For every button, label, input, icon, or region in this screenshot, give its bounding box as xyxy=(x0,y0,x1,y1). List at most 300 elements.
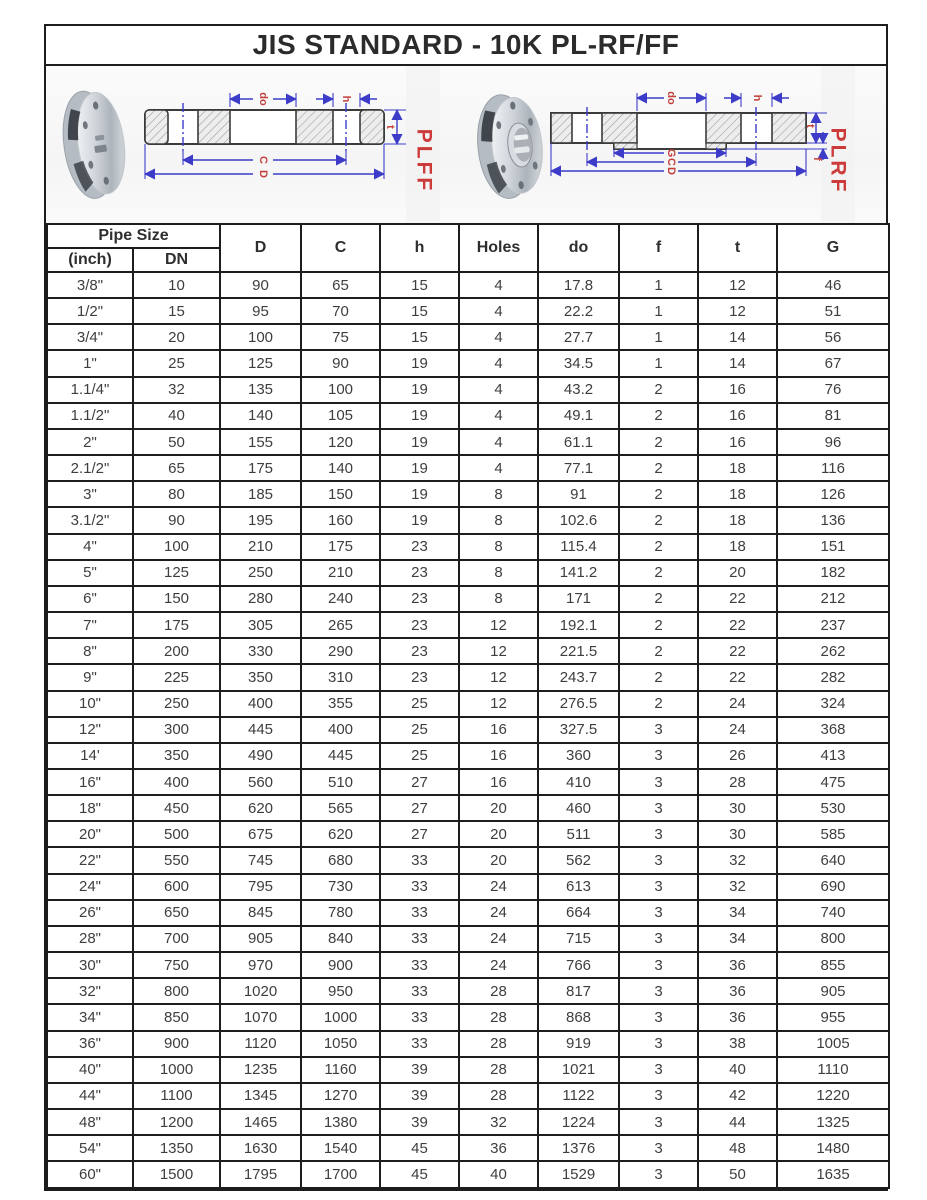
table-cell: 135 xyxy=(220,377,301,403)
table-cell: 2" xyxy=(47,429,133,455)
table-cell: 24 xyxy=(459,900,538,926)
table-cell: 33 xyxy=(380,952,459,978)
table-cell: 18 xyxy=(698,534,777,560)
table-cell: 1795 xyxy=(220,1161,301,1188)
table-cell: 650 xyxy=(133,900,220,926)
table-cell: 4 xyxy=(459,324,538,350)
table-cell: 43.2 xyxy=(538,377,619,403)
table-row xyxy=(47,298,889,324)
table-cell: 3 xyxy=(619,795,698,821)
dim-label-do: do xyxy=(665,91,677,105)
table-cell: 65 xyxy=(301,272,380,298)
table-cell: 212 xyxy=(777,586,889,612)
table-cell: 310 xyxy=(301,664,380,690)
table-header xyxy=(47,224,889,272)
table-cell: 1345 xyxy=(220,1083,301,1109)
table-cell: 550 xyxy=(133,847,220,873)
header-h: h xyxy=(380,224,459,272)
table-cell: 91 xyxy=(538,481,619,507)
table-cell: 6" xyxy=(47,586,133,612)
table-cell: 19 xyxy=(380,403,459,429)
table-row xyxy=(47,1031,889,1057)
table-cell: 28 xyxy=(459,1031,538,1057)
table-cell: 919 xyxy=(538,1031,619,1057)
table-row xyxy=(47,586,889,612)
table-cell: 23 xyxy=(380,534,459,560)
table-cell: 16 xyxy=(698,429,777,455)
table-cell: 1480 xyxy=(777,1135,889,1161)
table-cell: 81 xyxy=(777,403,889,429)
table-cell: 20 xyxy=(459,847,538,873)
table-cell: 1235 xyxy=(220,1057,301,1083)
plff-type-label: PLFF xyxy=(412,128,436,194)
table-cell: 12 xyxy=(459,691,538,717)
table-cell: 19 xyxy=(380,507,459,533)
table-cell: 360 xyxy=(538,743,619,769)
table-cell: 950 xyxy=(301,978,380,1004)
table-cell: 20 xyxy=(459,795,538,821)
dim-label-t: t xyxy=(804,124,816,128)
table-cell: 39 xyxy=(380,1083,459,1109)
table-row xyxy=(47,350,889,376)
table-row xyxy=(47,507,889,533)
table-cell: 1220 xyxy=(777,1083,889,1109)
table-cell: 1.1/2" xyxy=(47,403,133,429)
table-cell: 12 xyxy=(698,272,777,298)
table-cell: 22 xyxy=(698,586,777,612)
table-row xyxy=(47,534,889,560)
table-cell: 18 xyxy=(698,455,777,481)
table-row xyxy=(47,324,889,350)
table-cell: 2 xyxy=(619,586,698,612)
table-cell: 90 xyxy=(133,507,220,533)
table-cell: 8" xyxy=(47,638,133,664)
table-cell: 327.5 xyxy=(538,717,619,743)
table-row xyxy=(47,455,889,481)
table-cell: 60" xyxy=(47,1161,133,1188)
table-cell: 175 xyxy=(301,534,380,560)
table-cell: 970 xyxy=(220,952,301,978)
table-cell: 28 xyxy=(698,769,777,795)
table-cell: 2 xyxy=(619,534,698,560)
table-cell: 511 xyxy=(538,821,619,847)
table-cell: 282 xyxy=(777,664,889,690)
table-cell: 740 xyxy=(777,900,889,926)
header-do: do xyxy=(538,224,619,272)
table-cell: 80 xyxy=(133,481,220,507)
table-cell: 690 xyxy=(777,874,889,900)
table-cell: 4 xyxy=(459,298,538,324)
table-row xyxy=(47,769,889,795)
plrf-drawing xyxy=(467,66,886,223)
table-cell: 2 xyxy=(619,403,698,429)
table-cell: 28 xyxy=(459,1057,538,1083)
table-cell: 171 xyxy=(538,586,619,612)
table-cell: 613 xyxy=(538,874,619,900)
table-cell: 48 xyxy=(698,1135,777,1161)
header-D: D xyxy=(220,224,301,272)
table-cell: 10" xyxy=(47,691,133,717)
table-cell: 3 xyxy=(619,743,698,769)
table-cell: 3 xyxy=(619,1109,698,1135)
dim-label-C: C xyxy=(665,158,677,166)
table-cell: 1122 xyxy=(538,1083,619,1109)
table-cell: 450 xyxy=(133,795,220,821)
table-cell: 10 xyxy=(133,272,220,298)
table-row xyxy=(47,612,889,638)
title-bar xyxy=(46,26,886,66)
table-cell: 290 xyxy=(301,638,380,664)
table-cell: 868 xyxy=(538,1004,619,1030)
table-cell: 175 xyxy=(133,612,220,638)
table-cell: 2 xyxy=(619,664,698,690)
table-cell: 54" xyxy=(47,1135,133,1161)
table-cell: 413 xyxy=(777,743,889,769)
header-t: t xyxy=(698,224,777,272)
table-row xyxy=(47,717,889,743)
table-cell: 27.7 xyxy=(538,324,619,350)
table-cell: 1350 xyxy=(133,1135,220,1161)
table-cell: 3.1/2" xyxy=(47,507,133,533)
table-cell: 19 xyxy=(380,429,459,455)
table-cell: 460 xyxy=(538,795,619,821)
table-cell: 33 xyxy=(380,900,459,926)
table-cell: 243.7 xyxy=(538,664,619,690)
table-cell: 562 xyxy=(538,847,619,873)
table-cell: 32 xyxy=(698,874,777,900)
table-cell: 12 xyxy=(459,664,538,690)
table-cell: 3 xyxy=(619,926,698,952)
table-row xyxy=(47,952,889,978)
table-cell: 3 xyxy=(619,1031,698,1057)
table-cell: 192.1 xyxy=(538,612,619,638)
table-cell: 141.2 xyxy=(538,560,619,586)
table-cell: 1020 xyxy=(220,978,301,1004)
table-cell: 12 xyxy=(459,612,538,638)
table-row xyxy=(47,1135,889,1161)
table-cell: 195 xyxy=(220,507,301,533)
table-cell: 185 xyxy=(220,481,301,507)
header-holes: Holes xyxy=(459,224,538,272)
table-cell: 33 xyxy=(380,874,459,900)
table-cell: 12" xyxy=(47,717,133,743)
table-cell: 840 xyxy=(301,926,380,952)
table-cell: 565 xyxy=(301,795,380,821)
table-cell: 845 xyxy=(220,900,301,926)
table-cell: 640 xyxy=(777,847,889,873)
table-cell: 1529 xyxy=(538,1161,619,1188)
table-cell: 19 xyxy=(380,455,459,481)
table-cell: 25 xyxy=(133,350,220,376)
table-row xyxy=(47,560,889,586)
table-cell: 276.5 xyxy=(538,691,619,717)
table-cell: 1100 xyxy=(133,1083,220,1109)
table-cell: 560 xyxy=(220,769,301,795)
table-cell: 620 xyxy=(301,821,380,847)
table-cell: 4 xyxy=(459,403,538,429)
table-cell: 4 xyxy=(459,455,538,481)
table-cell: 40 xyxy=(133,403,220,429)
table-row xyxy=(47,403,889,429)
table-cell: 12 xyxy=(459,638,538,664)
table-cell: 8 xyxy=(459,507,538,533)
table-cell: 855 xyxy=(777,952,889,978)
table-cell: 250 xyxy=(133,691,220,717)
table-cell: 3 xyxy=(619,847,698,873)
dim-label-h: h xyxy=(340,95,352,103)
table-row xyxy=(47,1083,889,1109)
table-cell: 19 xyxy=(380,377,459,403)
table-cell: 151 xyxy=(777,534,889,560)
table-cell: 28 xyxy=(459,1004,538,1030)
table-cell: 3 xyxy=(619,1083,698,1109)
table-cell: 23 xyxy=(380,612,459,638)
table-cell: 210 xyxy=(220,534,301,560)
table-cell: 36 xyxy=(698,952,777,978)
table-cell: 1000 xyxy=(133,1057,220,1083)
table-cell: 905 xyxy=(220,926,301,952)
table-cell: 34" xyxy=(47,1004,133,1030)
table-row xyxy=(47,900,889,926)
table-cell: 100 xyxy=(220,324,301,350)
table-cell: 1 xyxy=(619,298,698,324)
table-cell: 45 xyxy=(380,1161,459,1188)
table-cell: 1 xyxy=(619,350,698,376)
table-cell: 30 xyxy=(698,821,777,847)
header-pipe-size: Pipe Size xyxy=(47,224,220,248)
table-cell: 3 xyxy=(619,952,698,978)
table-cell: 46 xyxy=(777,272,889,298)
table-cell: 40 xyxy=(698,1057,777,1083)
table-cell: 32 xyxy=(459,1109,538,1135)
table-cell: 3 xyxy=(619,978,698,1004)
table-cell: 39 xyxy=(380,1057,459,1083)
table-cell: 27 xyxy=(380,795,459,821)
table-cell: 70 xyxy=(301,298,380,324)
table-row xyxy=(47,821,889,847)
table-cell: 766 xyxy=(538,952,619,978)
table-cell: 20" xyxy=(47,821,133,847)
table-cell: 237 xyxy=(777,612,889,638)
table-cell: 3/8" xyxy=(47,272,133,298)
table-cell: 22.2 xyxy=(538,298,619,324)
table-cell: 368 xyxy=(777,717,889,743)
table-cell: 15 xyxy=(380,298,459,324)
plff-drawing xyxy=(46,66,467,223)
table-cell: 17.8 xyxy=(538,272,619,298)
table-cell: 410 xyxy=(538,769,619,795)
table-cell: 750 xyxy=(133,952,220,978)
table-cell: 50 xyxy=(698,1161,777,1188)
table-cell: 9" xyxy=(47,664,133,690)
spec-sheet xyxy=(44,24,888,1191)
table-cell: 240 xyxy=(301,586,380,612)
table-cell: 4 xyxy=(459,272,538,298)
dim-label-D: D xyxy=(257,170,269,178)
table-cell: 675 xyxy=(220,821,301,847)
table-cell: 25 xyxy=(380,743,459,769)
table-cell: 44" xyxy=(47,1083,133,1109)
table-cell: 510 xyxy=(301,769,380,795)
table-cell: 36 xyxy=(459,1135,538,1161)
table-cell: 16 xyxy=(698,403,777,429)
table-cell: 1500 xyxy=(133,1161,220,1188)
table-cell: 102.6 xyxy=(538,507,619,533)
table-cell: 850 xyxy=(133,1004,220,1030)
flange-photo-blind xyxy=(57,86,131,201)
table-cell: 23 xyxy=(380,638,459,664)
table-cell: 182 xyxy=(777,560,889,586)
table-cell: 65 xyxy=(133,455,220,481)
table-row xyxy=(47,638,889,664)
table-cell: 24 xyxy=(698,717,777,743)
page-title: JIS STANDARD - 10K PL-RF/FF xyxy=(252,29,680,60)
table-cell: 1376 xyxy=(538,1135,619,1161)
table-cell: 475 xyxy=(777,769,889,795)
table-cell: 445 xyxy=(301,743,380,769)
table-cell: 1200 xyxy=(133,1109,220,1135)
table-cell: 2 xyxy=(619,377,698,403)
table-cell: 5" xyxy=(47,560,133,586)
table-cell: 585 xyxy=(777,821,889,847)
table-cell: 115.4 xyxy=(538,534,619,560)
table-cell: 27 xyxy=(380,769,459,795)
table-cell: 45 xyxy=(380,1135,459,1161)
table-row xyxy=(47,377,889,403)
table-cell: 680 xyxy=(301,847,380,873)
table-cell: 225 xyxy=(133,664,220,690)
table-cell: 36" xyxy=(47,1031,133,1057)
table-cell: 23 xyxy=(380,560,459,586)
table-cell: 210 xyxy=(301,560,380,586)
header-C: C xyxy=(301,224,380,272)
table-cell: 445 xyxy=(220,717,301,743)
table-cell: 1465 xyxy=(220,1109,301,1135)
table-cell: 7" xyxy=(47,612,133,638)
table-cell: 14' xyxy=(47,743,133,769)
table-cell: 8 xyxy=(459,586,538,612)
table-cell: 18" xyxy=(47,795,133,821)
table-cell: 14 xyxy=(698,350,777,376)
table-cell: 16 xyxy=(459,743,538,769)
table-cell: 3 xyxy=(619,769,698,795)
plff-cross-section xyxy=(145,103,384,151)
table-cell: 12 xyxy=(698,298,777,324)
table-cell: 2 xyxy=(619,612,698,638)
table-cell: 800 xyxy=(777,926,889,952)
table-cell: 1700 xyxy=(301,1161,380,1188)
table-cell: 26" xyxy=(47,900,133,926)
table-cell: 500 xyxy=(133,821,220,847)
table-cell: 262 xyxy=(777,638,889,664)
table-cell: 305 xyxy=(220,612,301,638)
table-cell: 1120 xyxy=(220,1031,301,1057)
table-cell: 1380 xyxy=(301,1109,380,1135)
table-cell: 4 xyxy=(459,429,538,455)
table-cell: 90 xyxy=(220,272,301,298)
dim-label-D: D xyxy=(665,167,677,175)
table-cell: 1050 xyxy=(301,1031,380,1057)
table-cell: 2 xyxy=(619,429,698,455)
table-cell: 780 xyxy=(301,900,380,926)
table-cell: 33 xyxy=(380,1031,459,1057)
table-cell: 905 xyxy=(777,978,889,1004)
table-cell: 817 xyxy=(538,978,619,1004)
table-cell: 44 xyxy=(698,1109,777,1135)
table-cell: 1" xyxy=(47,350,133,376)
table-cell: 24 xyxy=(459,874,538,900)
table-cell: 3/4" xyxy=(47,324,133,350)
table-row xyxy=(47,1004,889,1030)
table-cell: 36 xyxy=(698,1004,777,1030)
table-cell: 3 xyxy=(619,874,698,900)
table-cell: 400 xyxy=(301,717,380,743)
table-cell: 90 xyxy=(301,350,380,376)
table-cell: 48" xyxy=(47,1109,133,1135)
table-cell: 1021 xyxy=(538,1057,619,1083)
table-cell: 1070 xyxy=(220,1004,301,1030)
table-cell: 15 xyxy=(133,298,220,324)
table-cell: 1160 xyxy=(301,1057,380,1083)
table-cell: 2 xyxy=(619,638,698,664)
table-cell: 24 xyxy=(459,952,538,978)
table-cell: 2.1/2" xyxy=(47,455,133,481)
table-cell: 34 xyxy=(698,926,777,952)
table-cell: 34 xyxy=(698,900,777,926)
table-cell: 40" xyxy=(47,1057,133,1083)
table-cell: 16 xyxy=(698,377,777,403)
table-cell: 18 xyxy=(698,507,777,533)
table-cell: 75 xyxy=(301,324,380,350)
table-cell: 25 xyxy=(380,691,459,717)
table-cell: 160 xyxy=(301,507,380,533)
table-cell: 355 xyxy=(301,691,380,717)
table-cell: 20 xyxy=(459,821,538,847)
table-cell: 125 xyxy=(220,350,301,376)
table-cell: 1630 xyxy=(220,1135,301,1161)
header-inch: (inch) xyxy=(47,248,133,272)
table-row xyxy=(47,795,889,821)
table-cell: 26 xyxy=(698,743,777,769)
table-cell: 27 xyxy=(380,821,459,847)
table-cell: 664 xyxy=(538,900,619,926)
table-cell: 324 xyxy=(777,691,889,717)
table-cell: 150 xyxy=(133,586,220,612)
table-cell: 795 xyxy=(220,874,301,900)
table-cell: 1.1/4" xyxy=(47,377,133,403)
table-cell: 3 xyxy=(619,1161,698,1188)
table-cell: 23 xyxy=(380,664,459,690)
table-cell: 2 xyxy=(619,507,698,533)
table-cell: 2 xyxy=(619,455,698,481)
table-cell: 33 xyxy=(380,847,459,873)
table-cell: 33 xyxy=(380,926,459,952)
drawings-section xyxy=(46,66,886,223)
table-cell: 3 xyxy=(619,900,698,926)
table-row xyxy=(47,429,889,455)
table-cell: 38 xyxy=(698,1031,777,1057)
table-cell: 2 xyxy=(619,560,698,586)
table-row xyxy=(47,272,889,298)
table-cell: 120 xyxy=(301,429,380,455)
table-cell: 155 xyxy=(220,429,301,455)
header-G: G xyxy=(777,224,889,272)
table-cell: 25 xyxy=(380,717,459,743)
table-cell: 530 xyxy=(777,795,889,821)
table-cell: 100 xyxy=(133,534,220,560)
table-cell: 34.5 xyxy=(538,350,619,376)
table-row xyxy=(47,874,889,900)
